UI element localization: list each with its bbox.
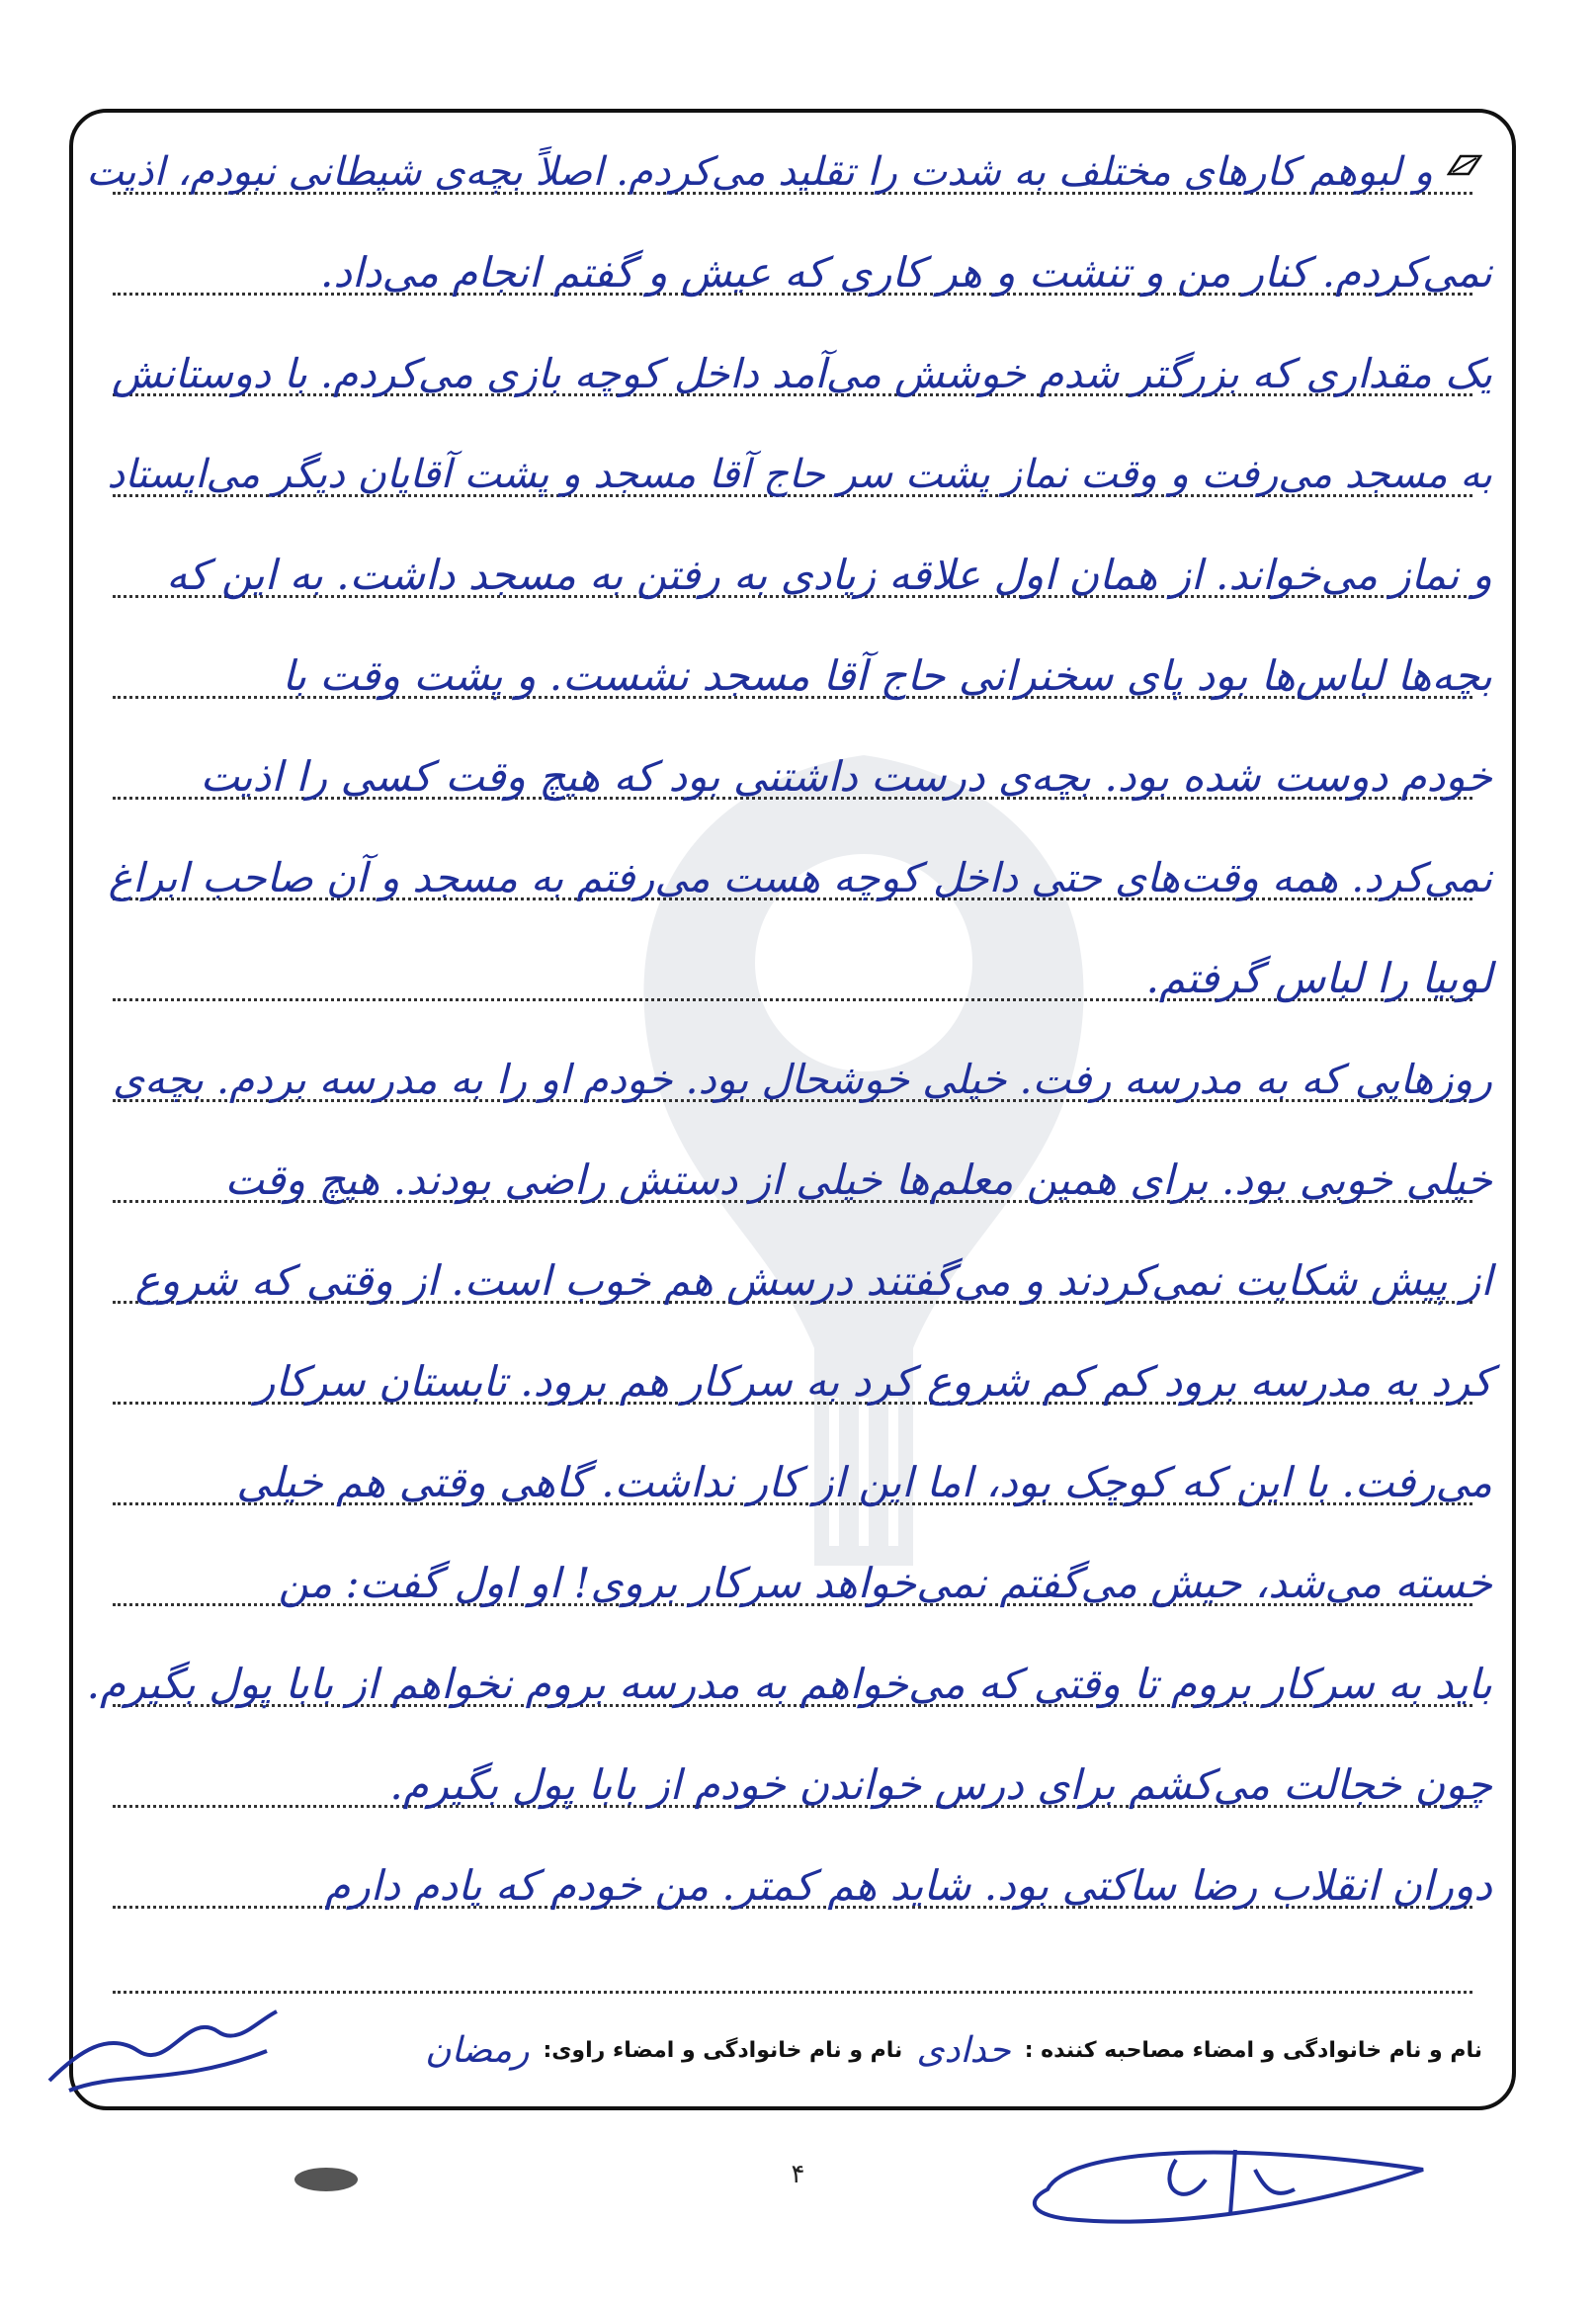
handwritten-line: می‌رفت. با این که کوچک بود، اما این از کار نداشت. گاهی وقتی هم خیلی xyxy=(236,1458,1492,1506)
handwritten-line: دوران انقلاب رضا ساکتی بود. شاید هم کمتر. من خودم که یادم دارم xyxy=(324,1861,1492,1910)
interviewer-name: حدادی xyxy=(916,2029,1011,2071)
handwritten-line: و لبوهم کارهای مختلف به شدت را تقلید می‌کردم. اصلاً بچه‌ی شیطانی نبودم، اذیت xyxy=(86,149,1433,195)
handwritten-line: نمی‌کردم. کنار من و تنشت و هر کاری که عیش و گفتم انجام می‌داد. xyxy=(319,248,1492,297)
page-number: ۴ xyxy=(791,2160,805,2189)
signature-icon xyxy=(1008,2130,1443,2239)
handwritten-line: و نماز می‌خواند. از همان اول علاقه زیادی به رفتن به مسجد داشت. به این که xyxy=(166,551,1492,599)
handwritten-line: چون خجالت می‌کشم برای درس خواندن خودم از بابا پول بگیرم. xyxy=(389,1760,1492,1809)
handwritten-line: کرد به مدرسه برود کم کم شروع کرد به سرکار هم برود. تابستان سرکار xyxy=(255,1357,1492,1406)
narrator-name: رمضان xyxy=(425,2029,530,2071)
narrator-label: نام و نام خانوادگی و امضاء راوی: xyxy=(543,2037,903,2063)
handwritten-line: یک مقداری که بزرگتر شدم خوشش می‌آمد داخل کوچه بازی می‌کردم. با دوستانش xyxy=(112,350,1492,397)
handwritten-line: خیلی خوبی بود. برای همین معلم‌ها خیلی از دستش راضی بودند. هیچ وقت xyxy=(224,1155,1492,1204)
handwritten-line: نمی‌کرد. همه وقت‌های حتی داخل کوچه هست می‌رفتم به مسجد و آن صاحب ابراغ xyxy=(108,854,1492,901)
signature-footer xyxy=(93,2015,1482,2085)
handwritten-line: باید به سرکار بروم تا وقتی که می‌خواهم به مدرسه بروم نخواهم از بابا پول بگیرم. xyxy=(86,1660,1492,1708)
interviewer-label: نام و نام خانوادگی و امضاء مصاحبه کننده : xyxy=(1024,2037,1482,2063)
handwritten-line: خودم دوست شده بود. بچه‌ی درست داشتنی بود که هیچ وقت کسی را اذیت xyxy=(200,752,1492,801)
form-page xyxy=(69,109,1516,2110)
handwritten-line: روزهایی که به مدرسه رفت. خیلی خوشحال بود. خودم او را به مدرسه بردم. بچه‌ی xyxy=(113,1056,1492,1103)
ruled-line xyxy=(113,1991,1472,1994)
handwritten-line: به مسجد می‌رفت و وقت نماز پشت سر حاج آقا مسجد و پشت آقایان دیگر می‌ایستاد xyxy=(107,452,1492,497)
signature-scribble-icon xyxy=(40,1992,287,2100)
handwritten-line: بچه‌ها لباس‌ها بود پای سخنرانی حاج آقا مسجد نشست. و پشت وقت با xyxy=(282,651,1492,700)
handwritten-line: از پیش شکایت نمی‌کردند و می‌گفتند درسش هم خوب است. از وقتی که شروع xyxy=(134,1256,1492,1305)
handwritten-line: خسته می‌شد، حیش می‌گفتم نمی‌خواهد سرکار بروی! او اول گفت: من xyxy=(278,1559,1492,1607)
handwritten-line: لوبیا را لباس گرفتم. xyxy=(1145,954,1492,1002)
